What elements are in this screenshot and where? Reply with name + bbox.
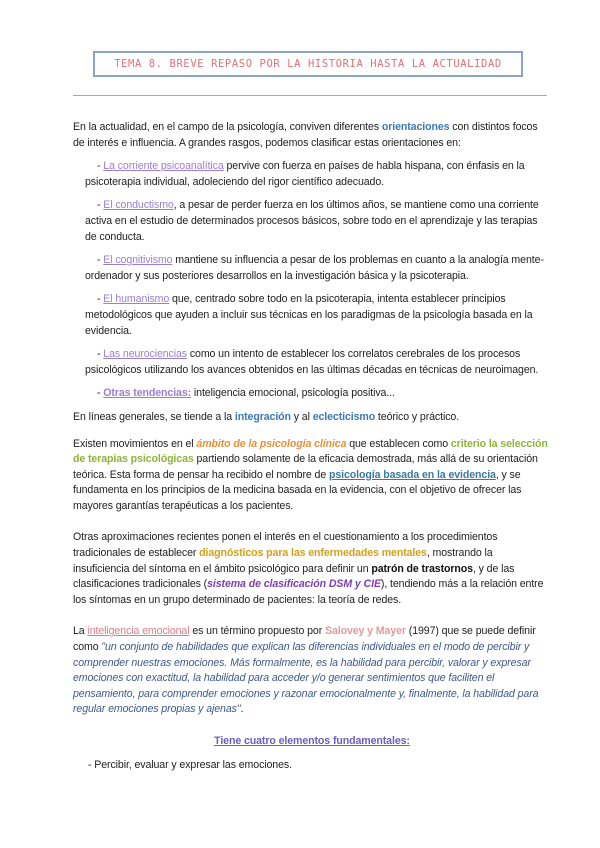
keyword-authors: Salovey y Mayer	[324, 625, 406, 638]
keyword-eclecticismo: eclecticismo	[312, 410, 376, 423]
list-text: inteligencia emocional, psicología positiva...	[191, 387, 395, 400]
list-dash: -	[97, 199, 104, 212]
intro-paragraph	[73, 120, 551, 151]
document-body	[73, 120, 551, 773]
list-term: El cognitivismo	[103, 254, 173, 267]
ie-text-1: La	[73, 625, 88, 638]
list-item	[73, 386, 551, 402]
otras-text-1: Otras aproximaciones recientes ponen el interés en el cuestionamiento a los procedimientos tradicionales de establecer	[73, 531, 498, 560]
keyword-orientaciones: orientaciones	[381, 121, 450, 133]
lineas-text-3: teórico y práctico.	[375, 410, 460, 423]
ie-text-4: .	[240, 703, 244, 716]
list-item: - Percibir, evaluar y expresar las emociones.	[88, 758, 292, 771]
list-term: La corriente psicoanalítica	[103, 160, 224, 173]
list-item	[73, 347, 551, 378]
intro-text-2: con distintos focos de interés e influencia. A grandes rasgos, podemos clasificar estas orientaciones en:	[73, 121, 538, 149]
intro-text-1: En la actualidad, en el campo de la psicología, conviven diferentes	[73, 121, 382, 133]
lineas-text-2: y al	[290, 410, 313, 423]
ie-text-3: (1997) que se puede definir como	[73, 625, 536, 654]
list-dash: -	[97, 293, 104, 306]
page-title: TEMA 8. BREVE REPASO POR LA HISTORIA HASTA LA ACTUALIDAD	[114, 58, 502, 70]
keyword-criterio: criterio la selección de terapias psicológicas	[73, 437, 548, 466]
movimientos-text-1: Existen movimientos en el	[73, 437, 197, 450]
list-term: El humanismo	[103, 293, 170, 306]
title-box	[93, 51, 523, 77]
otras-text-3: , y de las clasificaciones tradicionales (	[73, 562, 515, 591]
keyword-diagnosticos: diagnósticos para las enfermedades mentales	[199, 547, 427, 560]
otras-text-4: ), tendiendo más a la relación entre los síntomas en un grupo determinado de pacientes: la teoría de redes.	[73, 578, 544, 606]
list-text: como un intento de establecer los correlatos cerebrales de los procesos psicológicos utilizando los avances obtenidos en las últimas décadas en técnicas de neuroimagen.	[85, 348, 539, 376]
movimientos-text-3: partiendo solamente de la eficacia demostrada, más allá de su orientación teórica. Esta forma de pensar ha recibido el nombre de	[73, 453, 538, 481]
list-term: El conductismo	[103, 199, 174, 212]
list-text: que, centrado sobre todo en la psicoterapia, intenta establecer principios metodológicos que ayuden a incluir sus técnicas en los paradigmas de la psicología basada en la evidencia.	[85, 293, 533, 337]
keyword-sistema: sistema de clasificación DSM y CIE	[207, 578, 381, 591]
movimientos-text-4: , y se fundamenta en los principios de la medicina basada en la evidencia, con el objetivo de ofrecer las mayores garantías terapéuticas a los pacientes.	[73, 468, 522, 512]
list-text: pervive con fuerza en países de habla hispana, con énfasis en la psicoterapia individual, adoleciendo del rigor científico adecuado.	[85, 160, 525, 188]
list-dash: -	[97, 254, 104, 267]
title-rule	[73, 95, 547, 96]
otras-paragraph	[73, 530, 551, 608]
keyword-psicologia-evidencia: psicología basada en la evidencia	[328, 468, 496, 481]
keyword-integracion: integración	[234, 410, 291, 423]
lineas-text-1: En líneas generales, se tiende a la	[73, 410, 235, 423]
list-item	[73, 198, 551, 245]
keyword-ambito: ámbito de la psicología clínica	[196, 437, 347, 450]
list-text: mantiene su influencia a pesar de los problemas en cuanto a la analogía mente-ordenador y sus posteriores desarrollos en la investigación básica y la psicoterapia.	[85, 254, 544, 282]
list-item	[73, 253, 551, 284]
list-dash: -	[97, 160, 104, 173]
ie-quote: "un conjunto de habilidades que explican las diferencias individuales en el modo de percibir y comprender nuestras emociones. Más formalmente, es la habilidad para percibir, valorar y expresar emociones con exactitud, la habilidad para acceder y/o generar sentimientos que faciliten el pensamiento, para comprender emociones y razonar emocionalmente y, finalmente, la habilidad para regular emociones propias y ajenas"	[73, 641, 539, 716]
ie-paragraph	[73, 624, 551, 718]
list-dash: -	[97, 348, 104, 361]
keyword-patron: patrón de trastornos	[371, 562, 473, 575]
list-term: Las neurociencias	[103, 348, 187, 361]
subheading: Tiene cuatro elementos fundamentales:	[214, 735, 410, 747]
keyword-inteligencia-emocional: inteligencia emocional	[87, 625, 190, 638]
list-dash: -	[97, 387, 104, 400]
movimientos-text-2: que establecen como	[346, 437, 451, 450]
otras-text-2: , mostrando la insuficiencia del síntoma en el ámbito psicológico para definir un	[73, 547, 493, 575]
list-item	[73, 159, 551, 190]
list-term: Otras tendencias:	[103, 387, 192, 400]
list-text: , a pesar de perder fuerza en los últimos años, se mantiene como una corriente activa en el estudio de determinados procesos básicos, sobre todo en el aprendizaje y las terapias de conducta.	[85, 199, 539, 243]
list-item	[73, 292, 551, 339]
lineas-paragraph	[73, 410, 551, 426]
ie-text-2: es un término propuesto por	[189, 625, 325, 638]
movimientos-paragraph	[73, 437, 551, 515]
